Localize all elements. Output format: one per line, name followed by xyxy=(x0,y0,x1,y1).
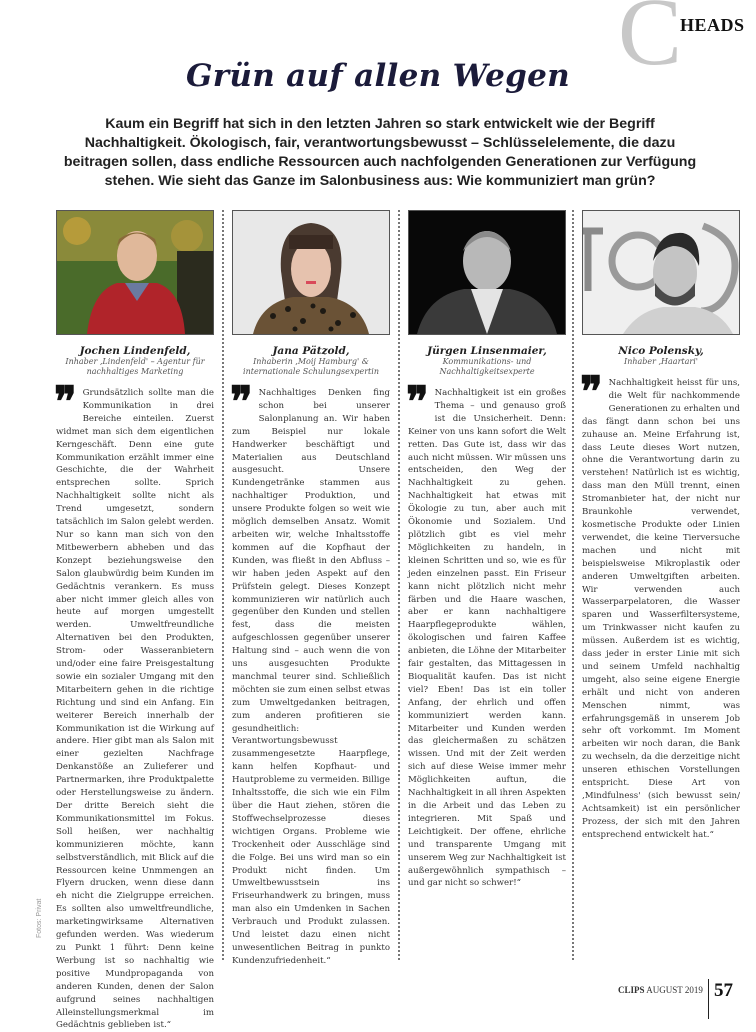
expert-column xyxy=(582,210,740,842)
expert-photo xyxy=(582,210,740,335)
expert-photo xyxy=(408,210,566,335)
footer-issue-date: AUGUST 2019 xyxy=(646,985,703,995)
quote-mark-icon: ❞ xyxy=(580,367,603,416)
expert-quote xyxy=(54,377,214,1032)
section-letter: C xyxy=(618,0,683,85)
page-title: Grün auf allen Wegen xyxy=(185,58,571,94)
section-label: HEADS xyxy=(680,15,745,35)
expert-role: Inhaber ‚Lindenfeld' – Agentur für nachhaltiges Marketing xyxy=(65,357,205,376)
column-divider xyxy=(572,210,574,960)
page-number: 57 xyxy=(714,980,733,1001)
expert-name: Jochen Lindenfeld, xyxy=(79,345,191,357)
photo-credit: Fotos: Privat xyxy=(36,898,43,938)
footer-divider xyxy=(708,979,709,1019)
quote-mark-icon: ❞ xyxy=(230,377,253,426)
quote-mark-icon: ❞ xyxy=(406,377,429,426)
expert-role: Inhaberin ‚Moij Hamburg' & internationale Schulungsexpertin xyxy=(243,357,379,376)
column-divider xyxy=(398,210,400,960)
expert-column xyxy=(56,210,214,1032)
expert-role: Inhaber ‚Haartari' xyxy=(624,357,698,366)
expert-column xyxy=(232,210,390,968)
footer-issue xyxy=(618,985,703,995)
expert-quote xyxy=(230,377,390,968)
quote-text: Nachhaltigkeit heisst für uns, die Welt für nachkommende Generationen zu erhalten und das fängt dann schon bei uns zuhause an. Meine Erfahrung ist, dass Leute dieses Wort nutzen, ohne die Verantwortung darin zu verstehen! Natürlich ist es wichtig, dass man den Müll trennt, einen Stromanbieter hat, der nicht nur Braunkohle verwendet, kosmetische Produkte oder Linien verwendet, die keine Tierversuche machen und nicht mit beispielsweise Mikroplastik oder anderen Umweltgiften arbeiten. Wir verwenden auch Wasserparpelatoren, die Wasser sparen und Wasserfiltersysteme, um Trinkwasser nicht kaufen zu müssen. Außerdem ist es wichtig, dass jeder in erster Linie mit sich und seinem Umfeld nachhaltig umgeht, also seine eigene Energie erhält und nicht von anderen Menschen nimmt, was erfahrungsgemäß in unserem Job sehr oft vorkommt. Im Moment arbeiten wir noch daran, die Bank zu wechseln, da die derzeitige nicht unseren ethischen Vorstellungen entspricht. Diese Art von ‚Mindfulness' (sich bewusst sein/ Achtsamkeit) ist ein persönlicher Prozess, der sich mit den Jahren entsprechend entwickelt hat.“ xyxy=(582,378,740,840)
expert-role: Kommunikations- und Nachhaltigkeitsexperte xyxy=(439,357,535,376)
quote-text: Grundsätzlich sollte man die Kommunikation in drei Bereiche einteilen. Zuerst widmet man sich dem eigentlichen Kerngeschäft. Denn eine gute Kommunikation erzählt immer eine Geschichte, die der Wahrheit entsprechen sollte. Sprich Nachhaltigkeit sollte nicht als Trend umgesetzt, sondern tatsächlich im Salon gelebt werden. Nur so kann man sich von den Mitbewerbern abheben und das Konzept beziehungsweise den Salon glaubwürdig beim Kunden im Gedächtnis verankern. Es muss aber nicht immer gleich alles von heute auf morgen umgestellt werden. Umweltfreundliche Alternativen bei den Produkten, Strom- oder Wasseranbietern und/oder eine faire Preisgestaltung sowie ein sozialer Umgang mit den Mitarbeitern gehen in die richtige Richtung und sind ein Anfang. Ein weiterer Bereich innerhalb der Kommunikation ist die Wirkung auf andere. Hier gibt man als Salon mit einer gezielten Nachfrage Denkanstöße an Zulieferer und Partnermarken, ihre Produktpalette oder Herstellungsweise zu ändern. Der dritte Bereich sieht die Kommunikationsmittel im Fokus. Soll heißen, wer nachhaltig kommunizieren möchte, kann selbstverständlich, mit Blick auf die Ressourcen keine Unmmengen an Flyern drucken, wenn diese dann eh nicht die Zielgruppe erreichen. Es sollten also umweltfreundliche, marketingwirksame Alternativen gefunden werden. Was wiederum zu Punkt 1 führt: Denn keine Werbung ist so nachhaltig wie positive Mundpropaganda von anderen Kunden, denen der Salon aufgrund seines nachhaltigen Alleinstellungsmerkmal im Gedächtnis geblieben ist.“ xyxy=(56,388,214,1031)
expert-photo xyxy=(232,210,390,335)
quote-text: Nachhaltiges Denken fing schon bei unserer Salonplanung an. Wir haben zum Beispiel nur lokale Handwerker beschäftigt und Materialien aus Deutschland ausgesucht. Unsere Kundengetränke stammen aus nachhaltiger Produktion, und unsere Produkte folgen so weit wie möglich demselben Ansatz. Womit arbeiten wir, welche Inhaltsstoffe kommen auf die Kopfhaut der Kunden, was fließt in den Abfluss – wir haben jeden Aspekt auf den Prüfstein gelegt. Dieses Konzept kommunizieren wir natürlich auch gegenüber den Kunden und stellen fest, dass die meisten aufgeschlossen gegenüber unserer Haltung sind – auch wenn die von uns ausgesuchten Produkte manchmal teurer sind. Schließlich möchten sie zum einen selbst etwas zum Umweltgedanken beitragen, zum anderen profitieren sie gesundheitlich: Verantwortungsbewusst zusammengesetzte Haarpflege, kann helfen Kopfhaut- und Hautprobleme zu vermeiden. Billige Inhaltsstoffe, die sich wie ein Film über die Haut ziehen, stören die Stoffwechselprozesse dieses wichtigen Organs. Probleme wie Trockenheit oder Ausschläge sind die Folge. Bei uns wird man so ein Produkt nicht finden. Um Umweltbewusstsein ins Friseurhandwerk zu bringen, muss man also ein Umdenken in Sachen Verbrauch und Produkt zulassen. Und leistet dazu einen nicht unwesentlichen Beitrag in punkto Kundenzufriedenheit.“ xyxy=(232,388,390,966)
expert-name: Jürgen Linsenmaier, xyxy=(427,345,547,357)
expert-quote xyxy=(406,377,566,890)
quote-mark-icon: ❞ xyxy=(54,377,77,426)
quote-text: Nachhaltigkeit ist ein großes Thema – und genauso groß ist die Unsicherheit. Denn: Keiner von uns kann sofort die Welt retten. Das Gute ist, dass wir das auch nicht müssen. Wir müssen uns entscheiden, den Weg der Nachhaltigkeit zu gehen. Nachhaltigkeit hat etwas mit Ökologie zu tun, aber auch mit Ökonomie und Sozialem. Und plötzlich gibt es viel mehr Möglichkeiten zu handeln, in kleinen Schritten und so, wie es für jeden einzelnen passt. Ein Friseur kann nicht plötzlich nicht mehr färben und die Haare waschen, aber er kann nachhaltigere Haarpflegeprodukte wählen, ökologischen und fairen Kaffee anbieten, die Löhne der Mitarbeiter fair gestalten, das Mittagessen in Bioqualität kaufen. Das ist nicht viel? Eben! Das ist ein toller Anfang, der ehrlich und offen kommuniziert werden kann. Mitarbeiter und Kunden werden das gleichermaßen zu schätzen wissen. Und mit der Zeit werden sich auf diese Weise immer mehr Möglichkeiten auftun, die Nachhaltigkeit in all ihren Aspekten in die Arbeit und das Leben zu integrieren. Mit Spaß und Leichtigkeit. Der offene, ehrliche und transparente Umgang mit unserem Weg zur Nachhaltigkeit ist außergewöhnlich sympathisch – und gar nicht so schwer!“ xyxy=(408,388,566,889)
expert-name: Jana Pätzold, xyxy=(272,345,350,357)
expert-column xyxy=(408,210,566,890)
footer-brand: CLIPS xyxy=(618,985,645,995)
expert-quote xyxy=(580,367,740,842)
column-divider xyxy=(222,210,224,960)
expert-photo xyxy=(56,210,214,335)
lead-paragraph: Kaum ein Begriff hat sich in den letzten Jahren so stark entwickelt wie der Begriff Nachhaltigkeit. Ökologisch, fair, verantwortungsbewusst – Schlüsselelemente, die dazu beitragen sollen, dass endliche Ressourcen auch nachfolgenden Generationen zur Verfügung stehen. Wie sieht das Ganze im Salonbusiness aus: Wie kommuniziert man grün? xyxy=(63,116,697,189)
expert-name: Nico Polensky, xyxy=(618,345,704,357)
